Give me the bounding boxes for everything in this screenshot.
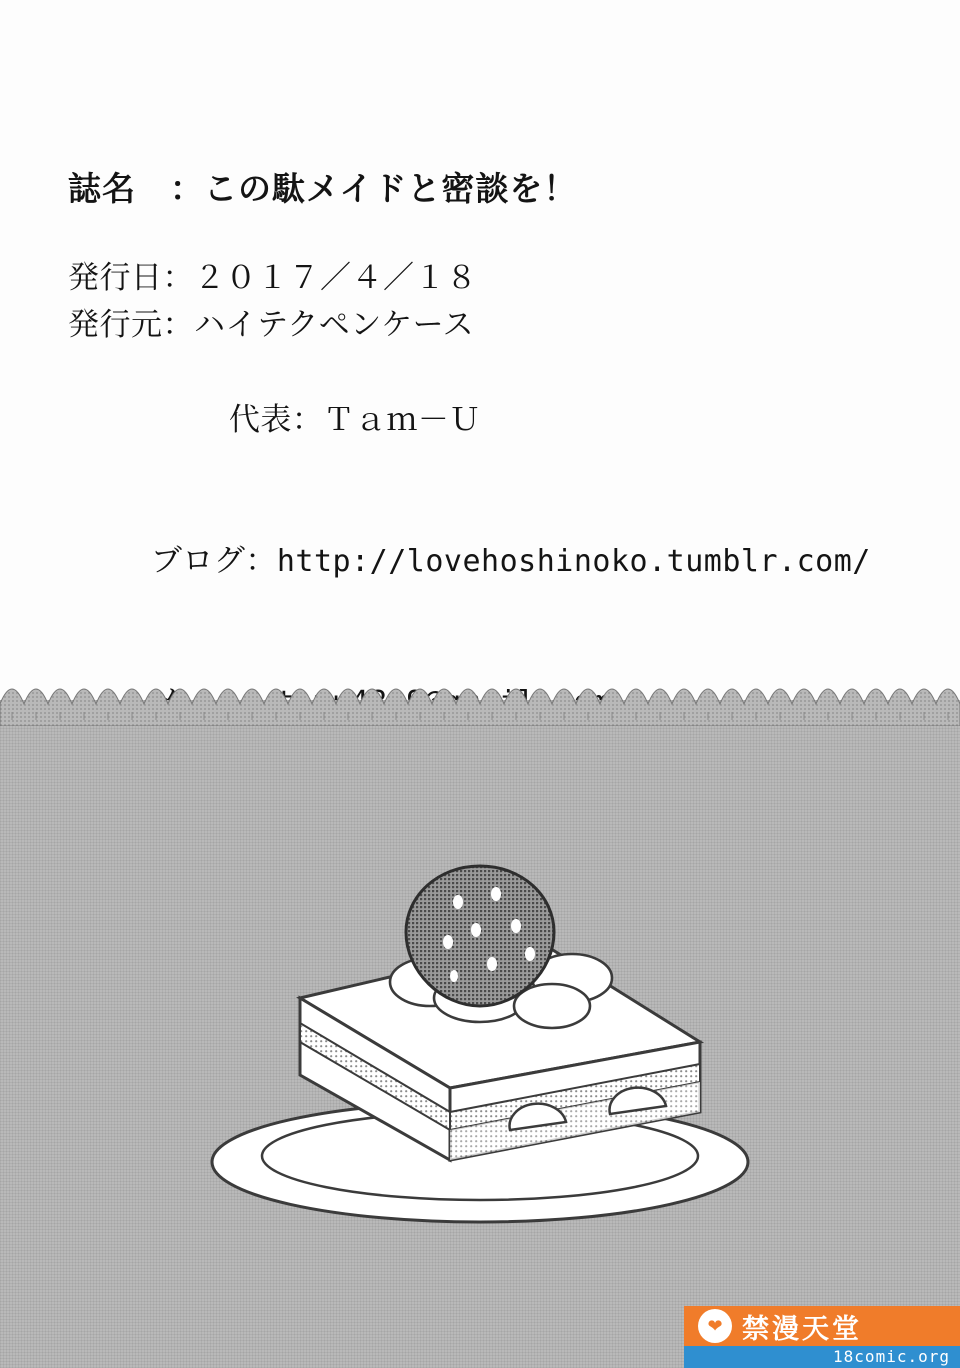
strawberry [406,866,554,1006]
representative-text: 代表：Ｔａｍ－Ｕ [228,401,481,438]
publisher-line: 発行元：ハイテクペンケース [68,307,475,344]
watermark-url[interactable]: 18comic.org [684,1346,960,1368]
lace-border [0,664,960,726]
cake-illustration [180,830,780,1250]
watermark-site-name: 禁漫天堂 [742,1313,862,1345]
representative-line [68,349,928,490]
site-watermark[interactable] [684,1306,960,1368]
watermark-brand[interactable] [684,1306,960,1346]
blog-url[interactable]: http://lovehoshinoko.tumblr.com/ [276,543,871,579]
publication-date-line: 発行日：２０１７／４／１８ [68,260,478,297]
heart-icon: ❤ [698,1309,732,1343]
doujin-title-line: 誌名 ：この駄メイドと密談を！ [68,169,578,208]
blog-line [68,491,928,632]
blog-label: ブログ： [150,542,277,579]
